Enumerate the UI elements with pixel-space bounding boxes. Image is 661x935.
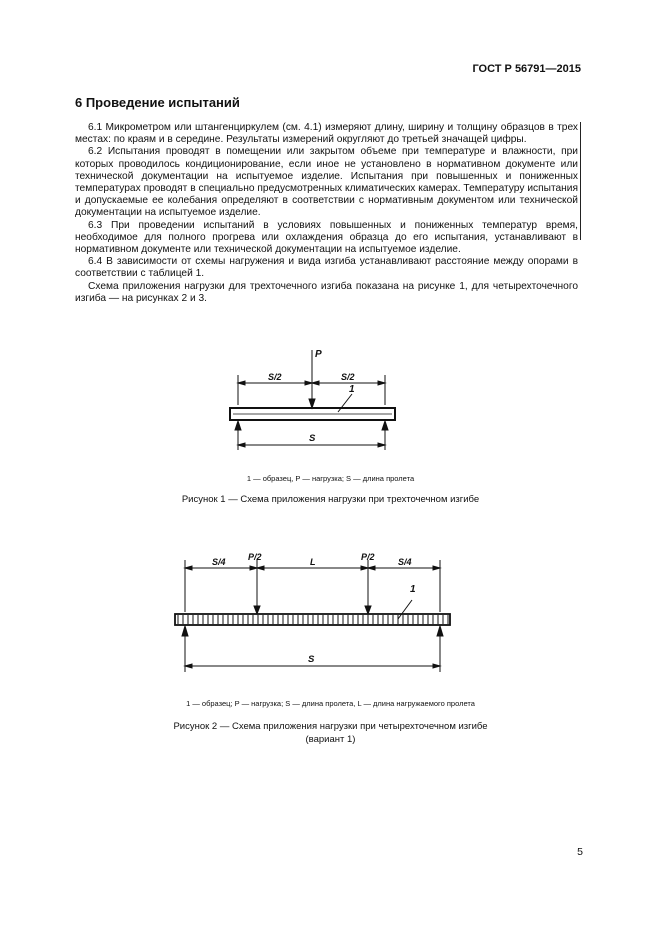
figure-2-caption-line2: (вариант 1) [305,734,356,745]
load-arrow-right-head [365,606,371,614]
page-number: 5 [577,846,583,858]
fig2-label-p-left: P/2 [248,552,262,562]
paragraph-6-1: 6.1 Микрометром или штангенциркулем (см. 4.1) измеряют длину, ширину и толщину образцов в трех местах: по краям и в середине. Результаты измерений округляют до третьей значащей цифры. [75,122,578,146]
section-title: 6 Проведение испытаний [75,95,240,110]
fig1-label-span: S [309,433,316,444]
fig2-label-item: 1 [410,584,416,595]
fig1-label-p: P [315,349,322,360]
change-bar [580,122,581,240]
figure-1-legend: 1 — образец, P — нагрузка; S — длина пролета [246,474,415,483]
paragraph-6-3: 6.3 При проведении испытаний в условиях повышенных и пониженных температур время, необходимое для полного прогрева или охлаждения образца до его испытания, устанавливают в нормативном документе или технической документации на испытуемое изделие. [75,219,578,256]
fig2-label-quarter-right: S/4 [398,557,412,567]
load-arrow-head [309,399,315,408]
figure-1-caption: Рисунок 1 — Схема приложения нагрузки при трехточечном изгибе [181,494,480,505]
specimen-bar [230,408,395,420]
fig2-label-p-right: P/2 [361,552,375,562]
item-leader-2 [398,600,412,619]
figure-2-legend: 1 — образец; P — нагрузка; S — длина пролета, L — длина нагружаемого пролета [186,699,475,708]
body-text [75,122,578,305]
paragraph-6-2: 6.2 Испытания проводят в помещении или закрытом объеме при температуре и влажности, при которых проводилось кондиционирование, если иное не установлено в нормативном документе или технической документации на испытуемое изделие. Испытания при повышенных и пониженных температурах проводят в специально предусмотренных климатических камерах. Температуру испытания и допускаемые ее колебания определяют в соответствии с нормативным документом или технической документации на испытуемое изделие. [75,146,578,219]
figure-2-caption: Рисунок 2 — Схема приложения нагрузки при четырехточечном изгибе [173,721,488,732]
paragraph-scheme: Схема приложения нагрузки для трехточечного изгиба показана на рисунке 1, для четырехточечного изгиба — на рисунках 2 и 3. [75,280,578,304]
fig1-label-half-right: S/2 [341,372,355,382]
fig1-label-half-left: S/2 [268,372,282,382]
specimen-bar-2 [175,614,450,625]
load-arrow-left-head [254,606,260,614]
fig1-label-item: 1 [349,384,355,395]
paragraph-6-4: 6.4 В зависимости от схемы нагружения и вида изгиба устанавливают расстояние между опорами в соответствии с таблицей 1. [75,256,578,280]
fig2-label-l: L [310,557,316,567]
standard-designation: ГОСТ Р 56791—2015 [472,63,581,75]
fig2-label-span: S [308,654,315,665]
fig2-label-quarter-left: S/4 [212,557,226,567]
item-leader [338,394,352,412]
